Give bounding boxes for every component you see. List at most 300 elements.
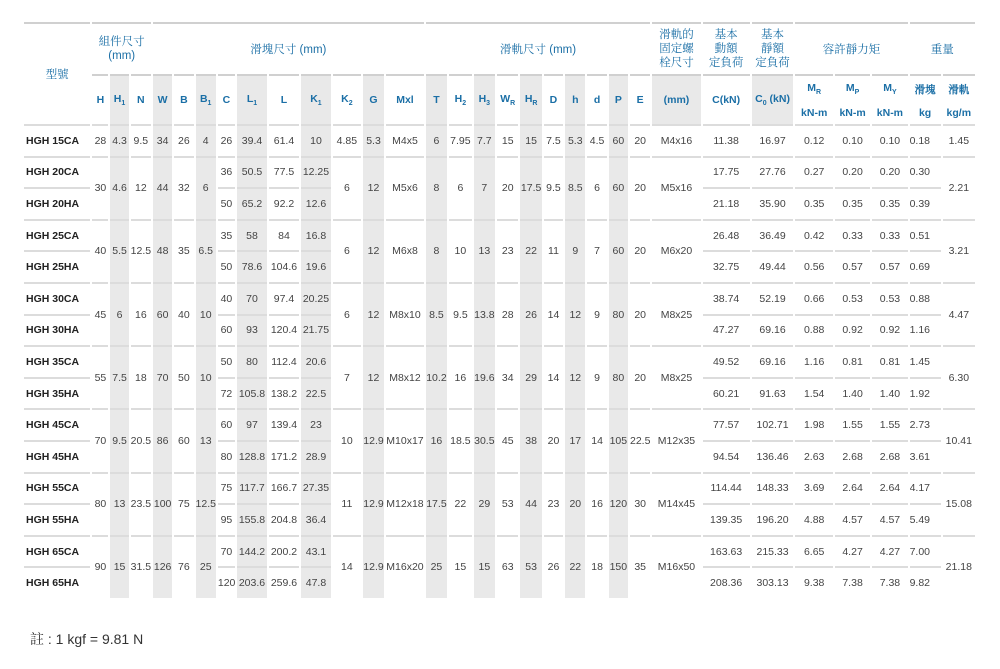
col-header-d: D (544, 74, 563, 124)
cell-w: 44 (153, 156, 172, 219)
table-row (24, 408, 975, 440)
cell-n: 9.5 (131, 124, 151, 156)
cell-b: 26 (174, 124, 193, 156)
col-header-mm: (mm) (652, 74, 700, 124)
cell-h3: 13 (474, 219, 495, 282)
footnote: 註 : 1 kgf = 9.81 N (30, 631, 144, 647)
cell-l: 92.2 (269, 187, 299, 219)
col-header-h2: $H_2$ (449, 74, 471, 124)
cell-wb: 2.73 (910, 408, 941, 440)
cell-l: 171.2 (269, 440, 299, 472)
cell-w: 70 (153, 345, 172, 408)
cell-ckn: 60.21 (703, 377, 750, 409)
cell-ckn: 47.27 (703, 314, 750, 346)
cell-h: 22 (565, 535, 585, 598)
cell-h: 12 (565, 282, 585, 345)
cell-h1: 9.5 (110, 408, 128, 471)
cell-wr: 34 (497, 345, 518, 408)
col-header-hr: $H_R$ (520, 74, 541, 124)
cell-h: 12 (565, 345, 585, 408)
cell-n: 12.5 (131, 219, 151, 282)
cell-h1: 6 (110, 282, 128, 345)
cell-l: 259.6 (269, 566, 299, 598)
cell-l1: 203.6 (237, 566, 267, 598)
model-cell: HGH 65HA (24, 566, 90, 598)
cell-my: 2.64 (872, 472, 907, 504)
model-cell: HGH 20CA (24, 156, 90, 188)
cell-rail-weight: 10.41 (943, 408, 975, 471)
cell-my: 1.55 (872, 408, 907, 440)
cell-c0: 36.49 (752, 219, 794, 251)
cell-h: 90 (92, 535, 108, 598)
col-header-my: $M_Y$ (872, 74, 907, 102)
cell-d: 9.5 (544, 156, 563, 219)
col-header-w: W (153, 74, 172, 124)
cell-c: 95 (218, 503, 235, 535)
cell-bolt: M8x25 (652, 345, 700, 408)
cell-c: 70 (218, 535, 235, 567)
cell-c0: 52.19 (752, 282, 794, 314)
cell-l1: 70 (237, 282, 267, 314)
cell-c: 36 (218, 156, 235, 188)
cell-l: 204.8 (269, 503, 299, 535)
cell-my: 0.10 (872, 124, 907, 156)
cell-h1: 4.6 (110, 156, 128, 219)
cell-hr: 44 (520, 472, 541, 535)
cell-l: 61.4 (269, 124, 299, 156)
cell-p: 150 (609, 535, 628, 598)
cell-h3: 7.7 (474, 124, 495, 156)
cell-bolt: M4x16 (652, 124, 700, 156)
cell-k1: 22.5 (301, 377, 331, 409)
cell-l1: 65.2 (237, 187, 267, 219)
cell-h3: 30.5 (474, 408, 495, 471)
cell-t: 16 (426, 408, 447, 471)
cell-k1: 16.8 (301, 219, 331, 251)
cell-n: 18 (131, 345, 151, 408)
col-header-e: E (630, 74, 650, 124)
cell-c: 40 (218, 282, 235, 314)
cell-mr: 0.56 (795, 250, 832, 282)
table-row (24, 282, 975, 314)
cell-b1: 6 (196, 156, 216, 219)
cell-mr: 0.35 (795, 187, 832, 219)
cell-p: 80 (609, 282, 628, 345)
cell-ckn: 139.35 (703, 503, 750, 535)
cell-k1: 20.6 (301, 345, 331, 377)
col-header-h1: $H_1$ (110, 74, 128, 124)
cell-h3: 13.8 (474, 282, 495, 345)
cell-mp: 0.92 (835, 314, 870, 346)
cell-k1: 12.25 (301, 156, 331, 188)
unit-header-moment-1: kN-m (839, 107, 866, 119)
cell-mp: 2.64 (835, 472, 870, 504)
cell-my: 2.68 (872, 440, 907, 472)
cell-wb: 0.30 (910, 156, 941, 188)
cell-mp: 1.40 (835, 377, 870, 409)
cell-g: 12 (363, 345, 384, 408)
cell-d: 16 (587, 472, 606, 535)
cell-h1: 5.5 (110, 219, 128, 282)
cell-l: 77.5 (269, 156, 299, 188)
cell-e: 35 (630, 535, 650, 598)
cell-wb: 0.88 (910, 282, 941, 314)
model-cell: HGH 45HA (24, 440, 90, 472)
cell-n: 31.5 (131, 535, 151, 598)
cell-mr: 9.38 (795, 566, 832, 598)
cell-mxl: M16x20 (386, 535, 424, 598)
cell-l: 84 (269, 219, 299, 251)
cell-l1: 80 (237, 345, 267, 377)
col-header-k2: $K_2$ (333, 74, 361, 124)
cell-l1: 144.2 (237, 535, 267, 567)
cell-mr: 6.65 (795, 535, 832, 567)
cell-wr: 15 (497, 124, 518, 156)
cell-l1: 155.8 (237, 503, 267, 535)
cell-h2: 15 (449, 535, 471, 598)
cell-mp: 0.20 (835, 156, 870, 188)
cell-l1: 128.8 (237, 440, 267, 472)
unit-header-weight-1: kg/m (946, 107, 972, 119)
cell-my: 0.81 (872, 345, 907, 377)
cell-e: 20 (630, 156, 650, 219)
cell-d: 9 (587, 345, 606, 408)
cell-mp: 0.35 (835, 187, 870, 219)
cell-b1: 6.5 (196, 219, 216, 282)
cell-h2: 6 (449, 156, 471, 219)
cell-mp: 1.55 (835, 408, 870, 440)
col-header-weight-0: 滑塊 (910, 74, 941, 102)
col-header-h3: $H_3$ (474, 74, 495, 124)
cell-h2: 10 (449, 219, 471, 282)
col-header-t: T (426, 74, 447, 124)
cell-c0: 27.76 (752, 156, 794, 188)
cell-p: 60 (609, 219, 628, 282)
col-header-weight-1: 滑軌 (943, 74, 975, 102)
cell-k1: 12.6 (301, 187, 331, 219)
cell-wr: 23 (497, 219, 518, 282)
model-cell: HGH 25CA (24, 219, 90, 251)
cell-t: 8.5 (426, 282, 447, 345)
cell-l: 104.6 (269, 250, 299, 282)
cell-wb: 5.49 (910, 503, 941, 535)
model-cell: HGH 15CA (24, 124, 90, 156)
cell-b: 40 (174, 282, 193, 345)
cell-c: 72 (218, 377, 235, 409)
cell-d: 9 (587, 282, 606, 345)
cell-ckn: 32.75 (703, 250, 750, 282)
cell-l1: 97 (237, 408, 267, 440)
col-model-header: 型號 (24, 22, 90, 124)
col-header-n: N (131, 74, 151, 124)
cell-n: 20.5 (131, 408, 151, 471)
cell-wr: 20 (497, 156, 518, 219)
cell-mr: 1.98 (795, 408, 832, 440)
cell-t: 10.2 (426, 345, 447, 408)
cell-c: 50 (218, 250, 235, 282)
cell-wr: 53 (497, 472, 518, 535)
cell-h: 45 (92, 282, 108, 345)
cell-k1: 28.9 (301, 440, 331, 472)
cell-mp: 0.33 (835, 219, 870, 251)
model-cell: HGH 45CA (24, 408, 90, 440)
table-row (24, 472, 975, 504)
cell-t: 17.5 (426, 472, 447, 535)
cell-d: 14 (544, 345, 563, 408)
cell-d: 18 (587, 535, 606, 598)
cell-b1: 25 (196, 535, 216, 598)
cell-mr: 0.66 (795, 282, 832, 314)
cell-g: 12.9 (363, 408, 384, 471)
cell-e: 20 (630, 282, 650, 345)
table-row (24, 156, 975, 188)
cell-d: 7.5 (544, 124, 563, 156)
spec-table-container (22, 22, 977, 598)
cell-p: 120 (609, 472, 628, 535)
cell-rail-weight: 21.18 (943, 535, 975, 598)
cell-mp: 2.68 (835, 440, 870, 472)
cell-k2: 11 (333, 472, 361, 535)
cell-c: 120 (218, 566, 235, 598)
col-header-b1: $B_1$ (196, 74, 216, 124)
cell-g: 12.9 (363, 535, 384, 598)
cell-d: 14 (544, 282, 563, 345)
cell-mxl: M10x17 (386, 408, 424, 471)
cell-h: 5.3 (565, 124, 585, 156)
cell-h2: 18.5 (449, 408, 471, 471)
cell-k2: 6 (333, 282, 361, 345)
cell-mxl: M6x8 (386, 219, 424, 282)
cell-b: 50 (174, 345, 193, 408)
bolt-header: 滑軌的 固定螺 栓尺寸 (652, 22, 700, 74)
cell-h: 8.5 (565, 156, 585, 219)
cell-my: 7.38 (872, 566, 907, 598)
cell-n: 16 (131, 282, 151, 345)
cell-k1: 36.4 (301, 503, 331, 535)
col-header-k1: $K_1$ (301, 74, 331, 124)
cell-k1: 23 (301, 408, 331, 440)
model-cell: HGH 30CA (24, 282, 90, 314)
cell-ckn: 21.18 (703, 187, 750, 219)
cell-mxl: M12x18 (386, 472, 424, 535)
cell-c: 80 (218, 440, 235, 472)
cell-h3: 29 (474, 472, 495, 535)
cell-p: 60 (609, 124, 628, 156)
cell-wb: 0.69 (910, 250, 941, 282)
cell-mr: 3.69 (795, 472, 832, 504)
cell-l: 120.4 (269, 314, 299, 346)
cell-bolt: M8x25 (652, 282, 700, 345)
cell-h1: 15 (110, 535, 128, 598)
cell-e: 20 (630, 345, 650, 408)
cell-c: 50 (218, 187, 235, 219)
cell-k1: 21.75 (301, 314, 331, 346)
cell-e: 20 (630, 219, 650, 282)
cell-c0: 196.20 (752, 503, 794, 535)
col-header-mp: $M_P$ (835, 74, 870, 102)
cell-p: 60 (609, 156, 628, 219)
cell-b1: 4 (196, 124, 216, 156)
cell-h: 70 (92, 408, 108, 471)
rail-dim-header: 滑軌尺寸 (mm) (426, 22, 651, 74)
cell-bolt: M12x35 (652, 408, 700, 471)
cell-d: 4.5 (587, 124, 606, 156)
cell-k2: 10 (333, 408, 361, 471)
cell-c0: 69.16 (752, 314, 794, 346)
cell-wb: 0.51 (910, 219, 941, 251)
cell-h2: 22 (449, 472, 471, 535)
cell-h: 17 (565, 408, 585, 471)
cell-mr: 4.88 (795, 503, 832, 535)
model-cell: HGH 55HA (24, 503, 90, 535)
cell-hr: 22 (520, 219, 541, 282)
col-header-p: P (609, 74, 628, 124)
cell-h: 40 (92, 219, 108, 282)
cell-h: 80 (92, 472, 108, 535)
cell-bolt: M16x50 (652, 535, 700, 598)
col-header-b: B (174, 74, 193, 124)
cell-k1: 10 (301, 124, 331, 156)
cell-rail-weight: 3.21 (943, 219, 975, 282)
cell-w: 48 (153, 219, 172, 282)
cell-b1: 10 (196, 282, 216, 345)
cell-bolt: M5x16 (652, 156, 700, 219)
cell-e: 22.5 (630, 408, 650, 471)
cell-mxl: M8x10 (386, 282, 424, 345)
cell-wb: 1.45 (910, 345, 941, 377)
col-header-mr: $M_R$ (795, 74, 832, 102)
model-cell: HGH 65CA (24, 535, 90, 567)
cell-c0: 69.16 (752, 345, 794, 377)
cell-h: 55 (92, 345, 108, 408)
cell-c: 50 (218, 345, 235, 377)
cell-w: 86 (153, 408, 172, 471)
cell-t: 8 (426, 219, 447, 282)
cell-h2: 16 (449, 345, 471, 408)
col-header-c: C (218, 74, 235, 124)
unit-header-moment-0: kN-m (801, 107, 828, 119)
cell-k1: 47.8 (301, 566, 331, 598)
cell-e: 20 (630, 124, 650, 156)
cell-c: 35 (218, 219, 235, 251)
cell-k1: 20.25 (301, 282, 331, 314)
unit-header-moment-2: kN-m (876, 107, 904, 119)
cell-w: 126 (153, 535, 172, 598)
table-row (24, 219, 975, 251)
cell-mr: 0.27 (795, 156, 832, 188)
cell-b: 76 (174, 535, 193, 598)
col-header-c0kn: $C_0$ (kN) (752, 74, 794, 124)
cell-n: 23.5 (131, 472, 151, 535)
cell-ckn: 94.54 (703, 440, 750, 472)
cell-mr: 2.63 (795, 440, 832, 472)
static-load-header: 基本 靜額 定負荷 (752, 22, 794, 74)
cell-l: 166.7 (269, 472, 299, 504)
cell-h: 30 (92, 156, 108, 219)
cell-mp: 0.10 (835, 124, 870, 156)
cell-my: 0.33 (872, 219, 907, 251)
cell-c0: 215.33 (752, 535, 794, 567)
cell-k2: 4.85 (333, 124, 361, 156)
cell-d: 20 (544, 408, 563, 471)
cell-h1: 7.5 (110, 345, 128, 408)
cell-g: 5.3 (363, 124, 384, 156)
cell-mp: 4.57 (835, 503, 870, 535)
cell-mxl: M8x12 (386, 345, 424, 408)
cell-g: 12 (363, 156, 384, 219)
cell-mp: 0.57 (835, 250, 870, 282)
cell-k2: 6 (333, 156, 361, 219)
model-cell: HGH 30HA (24, 314, 90, 346)
cell-b1: 13 (196, 408, 216, 471)
cell-my: 4.27 (872, 535, 907, 567)
cell-mr: 0.12 (795, 124, 832, 156)
cell-g: 12 (363, 282, 384, 345)
cell-mxl: M4x5 (386, 124, 424, 156)
cell-c: 60 (218, 408, 235, 440)
cell-ckn: 26.48 (703, 219, 750, 251)
cell-b: 35 (174, 219, 193, 282)
cell-d: 14 (587, 408, 606, 471)
table-row (24, 535, 975, 567)
cell-h3: 7 (474, 156, 495, 219)
cell-d: 23 (544, 472, 563, 535)
cell-k1: 19.6 (301, 250, 331, 282)
cell-my: 4.57 (872, 503, 907, 535)
cell-wb: 1.92 (910, 377, 941, 409)
assembly-dim-header: 組件尺寸 (mm) (92, 22, 151, 74)
cell-l: 200.2 (269, 535, 299, 567)
cell-wb: 0.39 (910, 187, 941, 219)
col-header-h: H (92, 74, 108, 124)
cell-c0: 303.13 (752, 566, 794, 598)
cell-b1: 12.5 (196, 472, 216, 535)
cell-k1: 27.35 (301, 472, 331, 504)
cell-ckn: 114.44 (703, 472, 750, 504)
cell-mp: 7.38 (835, 566, 870, 598)
cell-b: 32 (174, 156, 193, 219)
col-header-l: L (269, 74, 299, 124)
cell-l: 112.4 (269, 345, 299, 377)
model-cell: HGH 55CA (24, 472, 90, 504)
cell-h: 9 (565, 219, 585, 282)
cell-ckn: 77.57 (703, 408, 750, 440)
cell-w: 34 (153, 124, 172, 156)
model-cell: HGH 20HA (24, 187, 90, 219)
cell-k1: 43.1 (301, 535, 331, 567)
cell-wr: 45 (497, 408, 518, 471)
col-header-d: d (587, 74, 606, 124)
cell-h3: 15 (474, 535, 495, 598)
cell-ckn: 163.63 (703, 535, 750, 567)
cell-mr: 1.16 (795, 345, 832, 377)
cell-rail-weight: 2.21 (943, 156, 975, 219)
cell-l1: 93 (237, 314, 267, 346)
model-cell: HGH 35CA (24, 345, 90, 377)
cell-my: 0.92 (872, 314, 907, 346)
cell-l: 97.4 (269, 282, 299, 314)
cell-h: 20 (565, 472, 585, 535)
cell-hr: 26 (520, 282, 541, 345)
cell-ckn: 208.36 (703, 566, 750, 598)
cell-c0: 35.90 (752, 187, 794, 219)
cell-l: 138.2 (269, 377, 299, 409)
cell-ckn: 17.75 (703, 156, 750, 188)
cell-c0: 16.97 (752, 124, 794, 156)
cell-wb: 0.18 (910, 124, 941, 156)
cell-h1: 13 (110, 472, 128, 535)
moment-header: 容許靜力矩 (795, 22, 907, 74)
